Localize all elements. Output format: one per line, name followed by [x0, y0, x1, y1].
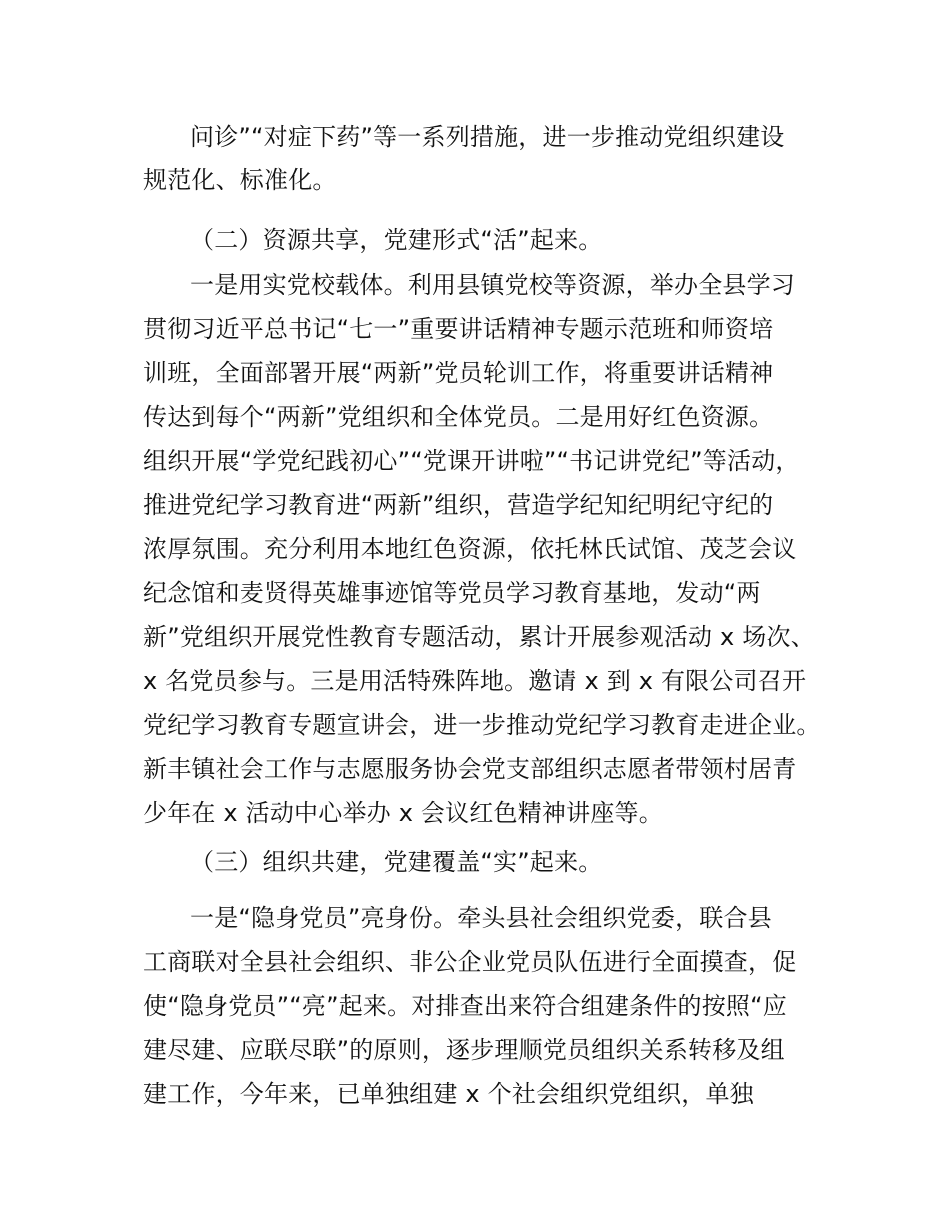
text-line: 规范化、标准化。	[143, 166, 337, 194]
text-line: 纪念馆和麦贤得英雄事迹馆等党员学习教育基地，发动“两	[143, 579, 761, 607]
text-line: 组织开展“学党纪践初心”“党课开讲啦”“书记讲党纪”等活动，	[143, 447, 800, 475]
text-line: 推进党纪学习教育进“两新”组织，营造学纪知纪明纪守纪的	[143, 491, 774, 519]
text-line: 一是“隐身党员”亮身份。牵头县社会组织党委，联合县	[190, 904, 772, 932]
text-line: 问诊”“对症下药”等一系列措施，进一步推动党组织建设	[190, 123, 785, 151]
text-line: 贯彻习近平总书记“七一”重要讲话精神专题示范班和师资培	[143, 315, 774, 343]
text-line: 建尽建、应联尽联”的原则，逐步理顺党员组织关系转移及组	[143, 1036, 785, 1064]
text-line: 新”党组织开展党性教育专题活动，累计开展参观活动 x 场次、	[143, 623, 815, 651]
text-line: 训班，全面部署开展“两新”党员轮训工作，将重要讲话精神	[143, 359, 774, 387]
text-line: 浓厚氛围。充分利用本地红色资源，依托林氏试馆、茂芝会议	[143, 535, 797, 563]
text-line: 一是用实党校载体。利用县镇党校等资源，举办全县学习	[190, 271, 795, 299]
section-heading: （二）资源共享，党建形式“活”起来。	[190, 226, 603, 254]
text-line: 工商联对全县社会组织、非公企业党员队伍进行全面摸查，促	[143, 948, 797, 976]
text-line: 使“隐身党员”“亮”起来。对排查出来符合组建条件的按照“应	[143, 992, 787, 1020]
section-heading: （三）组织共建，党建覆盖“实”起来。	[190, 848, 603, 876]
text-line: 传达到每个“两新”党组织和全体党员。二是用好红色资源。	[143, 403, 774, 431]
text-line: x 名党员参与。三是用活特殊阵地。邀请 x 到 x 有限公司召开	[143, 667, 807, 695]
text-line: 建工作，今年来，已单独组建 x 个社会组织党组织，单独	[143, 1080, 754, 1108]
text-line: 新丰镇社会工作与志愿服务协会党支部组织志愿者带领村居青	[143, 755, 797, 783]
text-line: 少年在 x 活动中心举办 x 会议红色精神讲座等。	[143, 799, 663, 827]
text-line: 党纪学习教育专题宣讲会，进一步推动党纪学习教育走进企业。	[143, 711, 821, 739]
